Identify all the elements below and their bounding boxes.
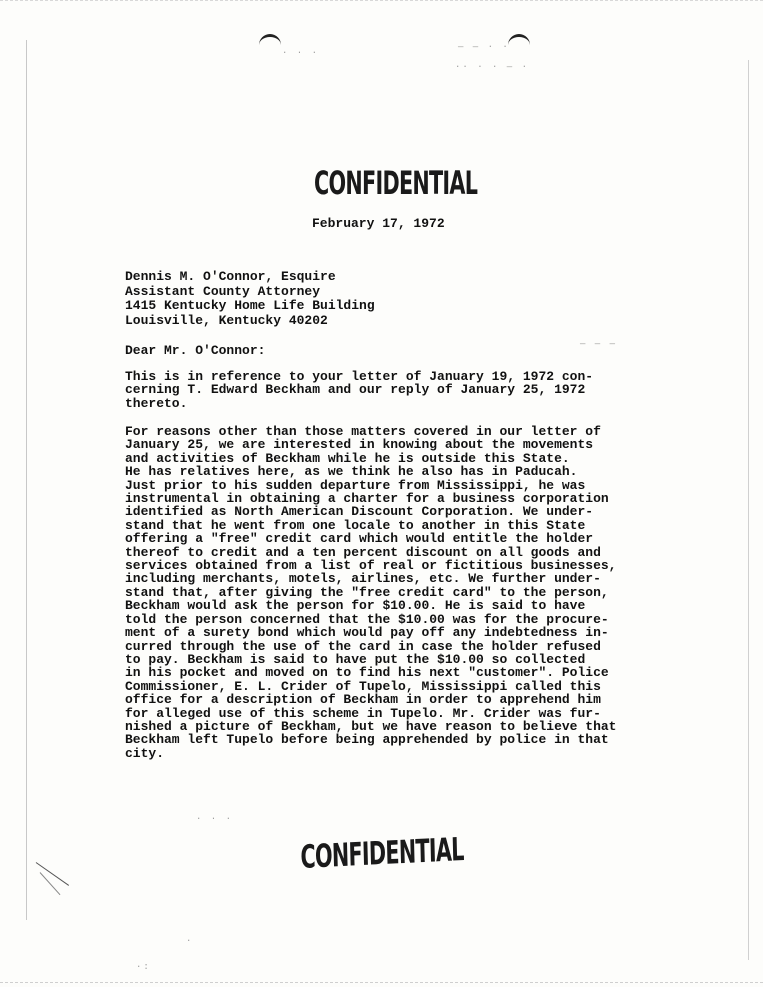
text-line: This is in reference to your letter of January 19, 1972 con- (125, 369, 594, 384)
confidential-stamp-top: CONFIDENTIAL (314, 164, 478, 202)
margin-mark (40, 872, 61, 895)
text-line: city. (125, 745, 165, 761)
text-line: He has relatives here, as we think he also has in Paducah. (125, 464, 578, 480)
text-line: stand that, after giving the "free credit card" to the person, (125, 584, 609, 600)
text-line: cerning T. Edward Beckham and our reply of January 25, 1972 (125, 382, 586, 398)
address-line: Assistant County Attorney (125, 283, 321, 299)
text-line: ment of a surety bond which would pay off any indebtedness in- (125, 625, 609, 641)
text-line: told the person concerned that the $10.00 was for the procure- (125, 611, 609, 627)
scan-noise: — — · · (458, 42, 510, 52)
scan-noise: ·: (136, 962, 151, 972)
text-line: Just prior to his sudden departure from Mississippi, he was (125, 477, 586, 493)
paragraph-1 (125, 370, 593, 410)
letter-date: February 17, 1972 (312, 216, 445, 231)
paragraph-2 (125, 425, 616, 760)
text-line: identified as North American Discount Corporation. We under- (125, 504, 594, 520)
text-line: nished a picture of Beckham, but we have reason to believe that (125, 718, 617, 734)
punch-hole-right-icon (508, 34, 530, 49)
top-edge-rule (0, 0, 763, 2)
scan-noise: ·· · · — · (455, 62, 530, 72)
text-line: Commissioner, E. L. Crider of Tupelo, Mississippi called this (125, 678, 601, 694)
scan-noise: · (186, 936, 194, 946)
text-line: in his pocket and moved on to find his next "customer". Police (125, 665, 609, 681)
text-line: and activities of Beckham while he is outside this State. (125, 450, 570, 466)
text-line: offering a "free" credit card which would entitle the holder (125, 531, 594, 547)
text-line: stand that he went from one locale to another in this State (125, 517, 586, 533)
text-line: including merchants, motels, airlines, etc. We further under- (125, 571, 601, 587)
text-line: thereof to credit and a ten percent discount on all goods and (125, 544, 601, 560)
right-page-edge (748, 60, 749, 960)
confidential-stamp-bottom: CONFIDENTIAL (300, 830, 465, 876)
text-line: instrumental in obtaining a charter for a business corporation (125, 491, 609, 507)
scan-noise: · · · (196, 814, 234, 824)
punch-hole-left-icon (259, 34, 281, 49)
text-line: curred through the use of the card in case the holder refused (125, 638, 601, 654)
address-line: Louisville, Kentucky 40202 (125, 312, 328, 328)
text-line: office for a description of Beckham in order to apprehend him (125, 692, 601, 708)
address-line: 1415 Kentucky Home Life Building (125, 298, 375, 313)
scan-noise: · · · (282, 48, 320, 58)
text-line: For reasons other than those matters covered in our letter of (125, 424, 601, 439)
text-line: Beckham left Tupelo before being apprehended by police in that (125, 732, 609, 748)
recipient-address (125, 270, 375, 328)
text-line: Beckham would ask the person for $10.00. He is said to have (125, 598, 586, 614)
salutation: Dear Mr. O'Connor: (125, 343, 266, 358)
text-line: thereto. (125, 395, 188, 411)
address-line: Dennis M. O'Connor, Esquire (125, 269, 336, 284)
bottom-edge-rule (0, 982, 763, 984)
text-line: to pay. Beckham is said to have put the $10.00 so collected (125, 651, 586, 667)
left-page-edge (26, 40, 27, 920)
text-line: services obtained from a list of real or fictitious businesses, (125, 558, 617, 574)
scan-noise: — — — (580, 339, 618, 349)
text-line: for alleged use of this scheme in Tupelo. Mr. Crider was fur- (125, 705, 601, 721)
text-line: January 25, we are interested in knowing about the movements (125, 437, 594, 453)
